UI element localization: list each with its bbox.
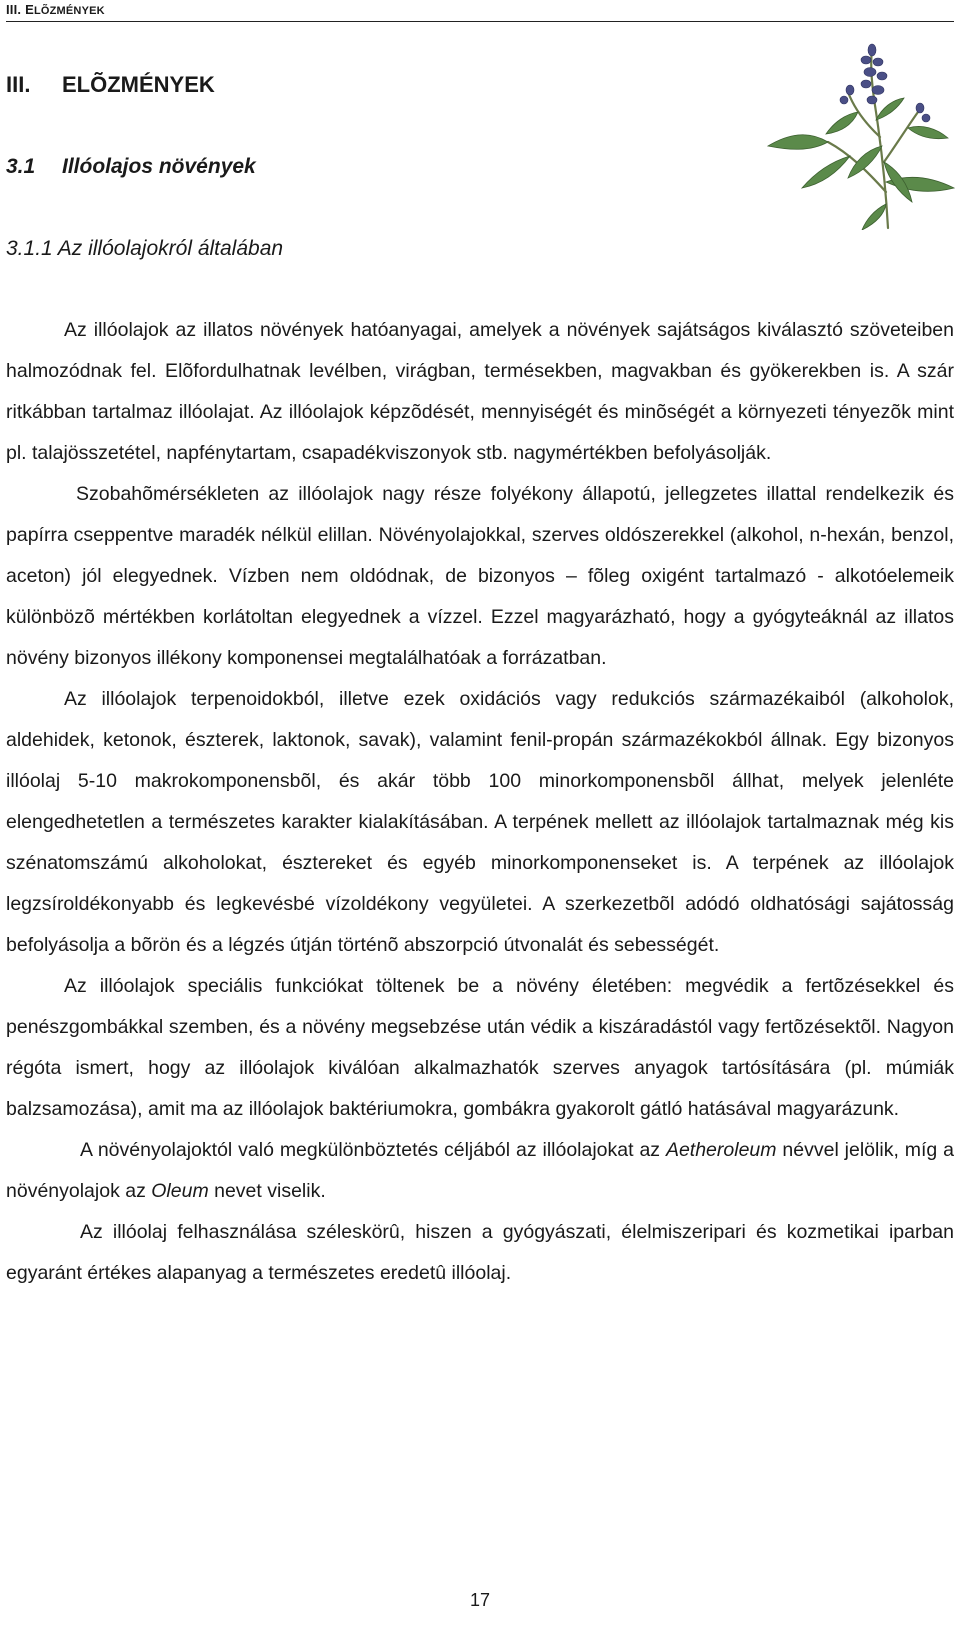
running-header-initial: E xyxy=(25,2,34,17)
paragraph-4: Az illóolajok speciális funkciókat töltenek be a növény életében: megvédik a fertõzésekkel és penészgombákkal szemben, és a növény megsebzése után védik a kiszáradástól vagy fertõzésektõl. Nagyon régóta ismert, hogy az illóolajok kiválóan alkalmazhatók szerves anyagok tartósítására (pl. múmiák balzsamozása), amit ma az illóolajok baktériumokra, gombákra gyakorolt gátló hatásával magyarázunk. xyxy=(6,975,954,1120)
section-number: 3.1 xyxy=(6,155,36,178)
running-header xyxy=(6,2,105,17)
paragraph-2: Szobahõmérsékleten az illóolajok nagy része folyékony állapotú, jellegzetes illattal rendelkezik és papírra cseppentve maradék nélkül elillan. Növényolajokkal, szerves oldószerekkel (alkohol, n-hexán, benzol, aceton) jól elegyednek. Vízben nem oldódnak, de bizonyos – fõleg oxigént tartalmazó - alkotóelemeik különbözõ mértékben korlátoltan elegyednek a vízzel. Ezzel magyarázható, hogy a gyógyteáknál az illatos növény bizonyos illékony komponensei megtalálhatóak a forrázatban. xyxy=(6,483,954,669)
chapter-heading xyxy=(6,72,215,98)
sage-plant-illustration xyxy=(758,42,958,230)
paragraph-1: Az illóolajok az illatos növények hatóanyagai, amelyek a növények sajátságos kiválasztó szöveteiben halmozódnak fel. Elõfordulhatnak levélben, virágban, termésekben, magvakban és gyökerekben is. A szár ritkábban tartalmaz illóolajat. Az illóolajok képzõdését, mennyiségét és minõségét a környezeti tényezõk mint pl. talajösszetétel, napfénytartam, csapadékviszonyok stb. nagymértékben befolyásolják. xyxy=(6,319,954,464)
running-header-rest: LÕZMÉNYEK xyxy=(33,5,105,17)
subsection-heading: 3.1.1 Az illóolajokról általában xyxy=(6,237,284,260)
paragraph-3: Az illóolajok terpenoidokból, illetve ezek oxidációs vagy redukciós származékaiból (alkoholok, aldehidek, ketonok, észterek, laktonok, savak), valamint fenil-propán származékokból állnak. Egy bizonyos illóolaj 5-10 makrokomponensbõl, és akár több 100 minorkomponensbõl állhat, melyek jelenléte elengedhetetlen a természetes karakter kialakításában. A terpének mellett az illóolajok tartalmaznak még kis szénatomszámú alkoholokat, észtereket és egyéb minorkomponenseket is. A terpének az illóolajok legzsíroldékonyabb és legkevésbé vízoldékony vegyületei. A szerkezetbõl adódó oldhatósági sajátosság befolyásolja a bõrön és a légzés útján történõ abszorpció útvonalát és sebességét. xyxy=(6,688,954,956)
body-text xyxy=(6,310,954,1294)
chapter-title: ELÕZMÉNYEK xyxy=(62,72,215,97)
section-heading xyxy=(6,155,256,179)
paragraph-5-middle: névvel jelölik, míg a növényolajok az xyxy=(6,1139,955,1202)
running-header-roman: III. xyxy=(6,2,22,17)
term-oleum: Oleum xyxy=(151,1180,209,1202)
section-title: Illóolajos növények xyxy=(62,155,256,178)
paragraph-5-before: A növényolajoktól való megkülönböztetés céljából az illóolajokat az xyxy=(80,1139,666,1161)
paragraph-5 xyxy=(6,1130,954,1212)
page-number: 17 xyxy=(469,1590,491,1610)
header-rule xyxy=(6,21,954,22)
paragraph-5-after: nevet viselik. xyxy=(208,1180,326,1202)
chapter-number: III. xyxy=(6,72,31,97)
term-aetheroleum: Aetheroleum xyxy=(665,1139,777,1161)
paragraph-6: Az illóolaj felhasználása széleskörû, hiszen a gyógyászati, élelmiszeripari és kozmetikai iparban egyaránt értékes alapanyag a természetes eredetû illóolaj. xyxy=(6,1221,954,1284)
